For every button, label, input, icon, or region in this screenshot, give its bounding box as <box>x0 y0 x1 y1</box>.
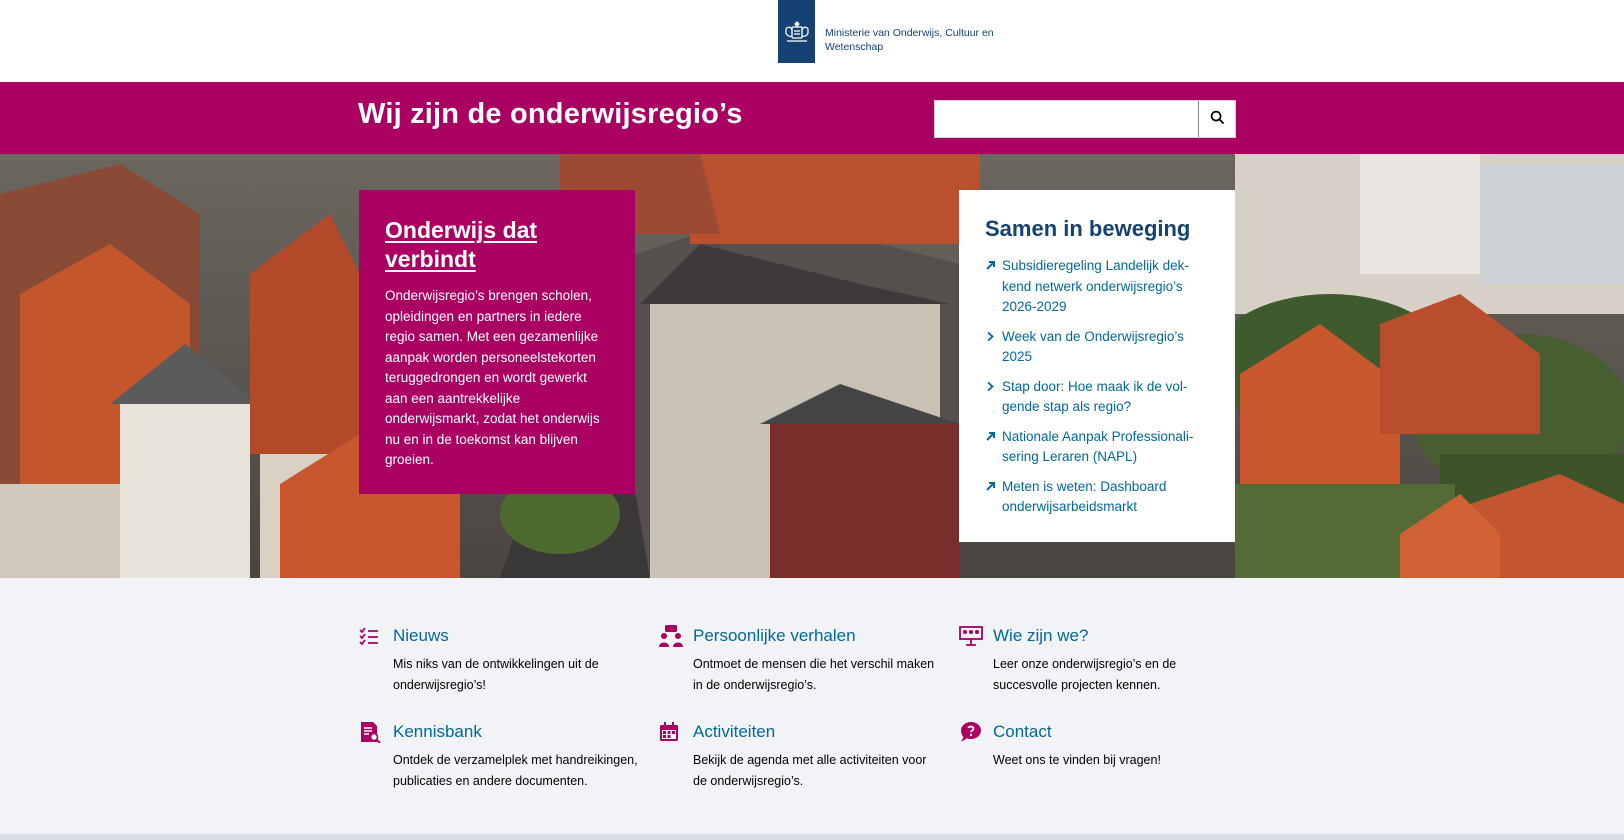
search-form <box>934 100 1236 138</box>
tile-title[interactable]: Contact <box>993 722 1052 741</box>
search-button[interactable] <box>1198 101 1235 137</box>
tile-title[interactable]: Activiteiten <box>693 722 776 741</box>
featured-links-card <box>959 190 1235 542</box>
tile-text: Leer onze onderwijsregio’s en de succesvolle projecten kennen. <box>993 657 1177 692</box>
footer-divider <box>0 834 1624 840</box>
featured-link[interactable] <box>985 377 1209 418</box>
checklist-icon <box>359 625 393 647</box>
featured-link-label: Nationale Aanpak Professionalisering Leraren (NAPL) <box>1002 428 1194 464</box>
external-arrow-icon <box>985 427 1002 468</box>
intro-title[interactable]: Onderwijs dat verbindt <box>385 217 538 272</box>
document-search-icon <box>359 721 393 743</box>
navigation-tiles <box>0 578 1624 834</box>
coat-of-arms-icon <box>778 0 815 63</box>
tile-title[interactable]: Persoonlijke verhalen <box>693 626 856 645</box>
tile-text: Mis niks van de ontwikkelingen uit de onderwijsregio’s! <box>393 657 599 692</box>
external-arrow-icon <box>985 477 1002 518</box>
top-header <box>0 0 1624 82</box>
tile-text: Ontmoet de mensen die het verschil maken in de onderwijsregio’s. <box>693 657 935 692</box>
tile-text: Weet ons te vinden bij vragen! <box>993 753 1161 767</box>
hero-section <box>0 154 1624 578</box>
featured-link-label: Meten is weten: Dashboard onderwijsarbeidsmarkt <box>1002 478 1167 514</box>
featured-links-list <box>985 256 1209 518</box>
featured-link[interactable] <box>985 256 1209 318</box>
intro-text: Onderwijsregio’s brengen scholen, opleidingen en partners in iedere regio samen. Met een gezamenlijke aanpak worden personeelstekorten teruggedrongen en wordt gewerkt aan een aantrekkelijke onderwijsmarkt, zodat het onderwijs nu en in de toekomst kan blijven groeien. <box>385 288 600 467</box>
tile-text: Bekijk de agenda met alle activiteiten voor de onderwijsregio’s. <box>693 753 927 788</box>
search-icon <box>1210 110 1225 128</box>
intro-card <box>359 190 635 494</box>
site-title[interactable]: Wij zijn de onderwijsregio’s <box>358 98 743 130</box>
featured-link[interactable] <box>985 427 1209 468</box>
tile-activiteiten[interactable] <box>659 720 939 791</box>
chevron-right-icon <box>985 377 1002 418</box>
tile-nieuws[interactable] <box>359 624 639 695</box>
title-bar <box>0 82 1624 154</box>
featured-link[interactable] <box>985 477 1209 518</box>
featured-link-label: Week van de Onderwijsregio’s 2025 <box>1002 328 1184 364</box>
people-talking-icon <box>659 625 693 647</box>
featured-link-label: Subsidieregeling Landelijk dekkend netwerk onderwijsregio’s 2026-2029 <box>1002 258 1189 314</box>
tile-title[interactable]: Kennisbank <box>393 722 482 741</box>
featured-link[interactable] <box>985 327 1209 368</box>
hero-city-image <box>0 154 1624 578</box>
tile-title[interactable]: Nieuws <box>393 626 449 645</box>
tile-persoonlijke-verhalen[interactable] <box>659 624 939 695</box>
featured-links-title: Samen in beweging <box>985 216 1191 241</box>
tile-wie-zijn-we[interactable] <box>959 624 1239 695</box>
chevron-right-icon <box>985 327 1002 368</box>
calendar-icon <box>659 721 693 743</box>
tile-text: Ontdek de verzamelplek met handreikingen, publicaties en andere documenten. <box>393 753 638 788</box>
ministry-name: Ministerie van Onderwijs, Cultuur en Wetenschap <box>825 27 994 53</box>
tile-title[interactable]: Wie zijn we? <box>993 626 1089 645</box>
tile-contact[interactable] <box>959 720 1239 771</box>
tile-kennisbank[interactable] <box>359 720 639 791</box>
featured-link-label: Stap door: Hoe maak ik de volgende stap als regio? <box>1002 378 1188 414</box>
question-bubble-icon <box>959 721 993 743</box>
external-arrow-icon <box>985 256 1002 318</box>
ministry-logo[interactable] <box>778 0 1015 63</box>
search-input[interactable] <box>935 101 1198 137</box>
presentation-icon <box>959 625 993 647</box>
